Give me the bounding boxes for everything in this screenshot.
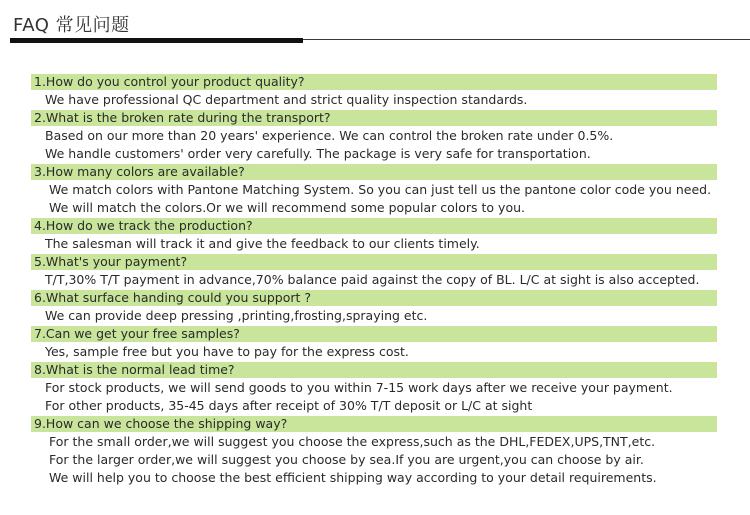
faq-answer-6-1: We can provide deep pressing ,printing,frosting,spraying etc. — [45, 308, 428, 323]
faq-question-6: 6.What surface handing could you support ? — [31, 290, 717, 306]
faq-answer-1-1: We have professional QC department and strict quality inspection standards. — [45, 92, 528, 107]
faq-question-5: 5.What's your payment? — [31, 254, 717, 270]
header-accent-bar — [10, 38, 303, 43]
faq-question-9: 9.How can we choose the shipping way? — [31, 416, 717, 432]
faq-answer-5-1: T/T,30% T/T payment in advance,70% balance paid against the copy of BL. L/C at sight is also accepted. — [45, 272, 700, 287]
faq-answer-7-1: Yes, sample free but you have to pay for the express cost. — [45, 344, 409, 359]
faq-answer-3-1: We match colors with Pantone Matching System. So you can just tell us the pantone color code you need. — [49, 182, 712, 197]
faq-answer-9-1: For the small order,we will suggest you choose the express,such as the DHL,FEDEX,UPS,TNT,etc. — [49, 434, 656, 449]
faq-question-7: 7.Can we get your free samples? — [31, 326, 717, 342]
faq-answer-3-2: We will match the colors.Or we will recommend some popular colors to you. — [49, 200, 525, 215]
faq-question-4: 4.How do we track the production? — [31, 218, 717, 234]
faq-answer-9-3: We will help you to choose the best efficient shipping way according to your detail requirements. — [49, 470, 657, 485]
faq-question-8: 8.What is the normal lead time? — [31, 362, 717, 378]
faq-answer-9-2: For the larger order,we will suggest you choose by sea.If you are urgent,you can choose by air. — [49, 452, 644, 467]
page-header — [0, 0, 750, 46]
faq-question-1: 1.How do you control your product quality? — [31, 74, 717, 90]
faq-question-2: 2.What is the broken rate during the transport? — [31, 110, 717, 126]
faq-answer-8-1: For stock products, we will send goods to you within 7-15 work days after we receive your payment. — [45, 380, 673, 395]
page-title: FAQ 常见问题 — [13, 15, 130, 36]
faq-answer-2-2: We handle customers' order very carefully. The package is very safe for transportation. — [45, 146, 591, 161]
faq-answer-4-1: The salesman will track it and give the feedback to our clients timely. — [45, 236, 480, 251]
faq-question-3: 3.How many colors are available? — [31, 164, 717, 180]
faq-answer-8-2: For other products, 35-45 days after receipt of 30% T/T deposit or L/C at sight — [45, 398, 533, 413]
faq-answer-2-1: Based on our more than 20 years' experience. We can control the broken rate under 0.5%. — [45, 128, 614, 143]
